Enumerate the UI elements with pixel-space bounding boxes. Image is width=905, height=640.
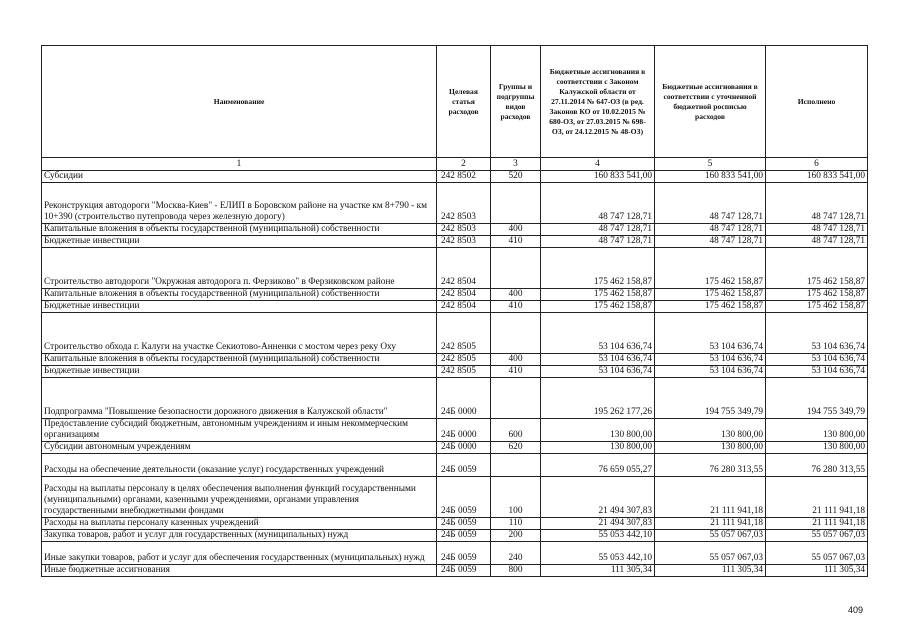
table-row	[42, 419, 868, 442]
cell-law: 130 800,00	[541, 442, 655, 454]
cell-executed: 53 104 636,74	[766, 354, 868, 366]
cell-executed: 55 057 067,03	[766, 530, 868, 542]
table-row	[42, 289, 868, 301]
cell-code: 242 8505	[437, 313, 491, 354]
cell-group: 240	[491, 542, 541, 565]
table-row	[42, 183, 868, 224]
cell-code: 24Б 0059	[437, 542, 491, 565]
cell-name: Реконструкция автодороги "Москва-Киев" - ЕЛИП в Боровском районе на участке км 8+790 - км 10+390 (строительство путепровода через железную дорогу)	[42, 183, 437, 224]
cell-group: 100	[491, 477, 541, 518]
cell-executed: 53 104 636,74	[766, 366, 868, 378]
cell-executed: 130 800,00	[766, 419, 868, 442]
cell-executed: 160 833 541,00	[766, 171, 868, 183]
cell-executed: 53 104 636,74	[766, 313, 868, 354]
header-refined: Бюджетные ассигнования в соответствии с уточненной бюджетной росписью расходов	[655, 46, 766, 158]
cell-group	[491, 378, 541, 419]
cell-executed: 21 111 941,18	[766, 518, 868, 530]
cell-law: 53 104 636,74	[541, 366, 655, 378]
table-row	[42, 477, 868, 518]
cell-code: 242 8504	[437, 289, 491, 301]
cell-group: 410	[491, 236, 541, 248]
table-row	[42, 236, 868, 248]
cell-code: 24Б 0059	[437, 454, 491, 477]
cell-group: 800	[491, 565, 541, 577]
header-executed: Исполнено	[766, 46, 868, 158]
table-row	[42, 171, 868, 183]
cell-group: 600	[491, 419, 541, 442]
cell-refined: 130 800,00	[655, 419, 766, 442]
cell-executed: 48 747 128,71	[766, 183, 868, 224]
budget-table	[41, 45, 868, 577]
cell-refined: 21 111 941,18	[655, 477, 766, 518]
cell-refined: 175 462 158,87	[655, 301, 766, 313]
cell-refined: 76 280 313,55	[655, 454, 766, 477]
table-row	[42, 542, 868, 565]
cell-refined: 48 747 128,71	[655, 236, 766, 248]
table-row	[42, 518, 868, 530]
cell-group	[491, 248, 541, 289]
header-row	[42, 46, 868, 158]
cell-refined: 194 755 349,79	[655, 378, 766, 419]
table-row	[42, 248, 868, 289]
cell-name: Иные закупки товаров, работ и услуг для обеспечения государственных (муниципальных) нужд	[42, 542, 437, 565]
cell-code: 24Б 0059	[437, 565, 491, 577]
cell-code: 242 8505	[437, 366, 491, 378]
table-row	[42, 454, 868, 477]
cell-law: 48 747 128,71	[541, 224, 655, 236]
cell-law: 53 104 636,74	[541, 354, 655, 366]
cell-refined: 21 111 941,18	[655, 518, 766, 530]
cell-law: 21 494 307,83	[541, 518, 655, 530]
cell-law: 55 053 442,10	[541, 542, 655, 565]
cell-name: Расходы на выплаты персоналу в целях обеспечения выполнения функций государственными (муниципальными) органами, казенными учреждениями, органами управления государственными внебюджетными фондами	[42, 477, 437, 518]
cell-group	[491, 183, 541, 224]
table-row	[42, 313, 868, 354]
cell-group: 200	[491, 530, 541, 542]
cell-code: 24Б 0000	[437, 419, 491, 442]
cell-group: 400	[491, 354, 541, 366]
column-number: 6	[766, 158, 868, 171]
cell-law: 175 462 158,87	[541, 289, 655, 301]
cell-group: 410	[491, 301, 541, 313]
cell-code: 242 8504	[437, 301, 491, 313]
cell-executed: 175 462 158,87	[766, 289, 868, 301]
cell-name: Бюджетные инвестиции	[42, 236, 437, 248]
table-row	[42, 354, 868, 366]
cell-name: Расходы на выплаты персоналу казенных учреждений	[42, 518, 437, 530]
cell-executed: 111 305,34	[766, 565, 868, 577]
cell-refined: 111 305,34	[655, 565, 766, 577]
cell-executed: 194 755 349,79	[766, 378, 868, 419]
header-groups: Группы и подгруппы видов расходов	[491, 46, 541, 158]
table-row	[42, 530, 868, 542]
cell-law: 175 462 158,87	[541, 248, 655, 289]
header-law: Бюджетные ассигнования в соответствии с Законом Калужской области от 27.11.2014 № 647-ОЗ (в ред. Законов КО от 10.02.2015 № 680-ОЗ, от 27.03.2015 № 698-ОЗ, от 24.12.2015 № 48-ОЗ)	[541, 46, 655, 158]
cell-executed: 175 462 158,87	[766, 248, 868, 289]
cell-refined: 175 462 158,87	[655, 248, 766, 289]
cell-group: 400	[491, 224, 541, 236]
cell-name: Бюджетные инвестиции	[42, 301, 437, 313]
cell-executed: 130 800,00	[766, 442, 868, 454]
cell-code: 242 8505	[437, 354, 491, 366]
cell-group	[491, 313, 541, 354]
cell-code: 24Б 0000	[437, 442, 491, 454]
cell-code: 24Б 0000	[437, 378, 491, 419]
column-number: 2	[437, 158, 491, 171]
cell-name: Субсидии автономным учреждениям	[42, 442, 437, 454]
cell-name: Строительство обхода г. Калуги на участке Секиотово-Анненки с мостом через реку Оху	[42, 313, 437, 354]
cell-law: 195 262 177,26	[541, 378, 655, 419]
cell-law: 175 462 158,87	[541, 301, 655, 313]
cell-refined: 53 104 636,74	[655, 354, 766, 366]
cell-group: 410	[491, 366, 541, 378]
cell-executed: 21 111 941,18	[766, 477, 868, 518]
column-number: 1	[42, 158, 437, 171]
table-row	[42, 224, 868, 236]
cell-refined: 48 747 128,71	[655, 183, 766, 224]
column-number: 4	[541, 158, 655, 171]
cell-refined: 130 800,00	[655, 442, 766, 454]
cell-refined: 55 057 067,03	[655, 542, 766, 565]
cell-name: Предоставление субсидий бюджетным, автономным учреждениям и иным некоммерческим организациям	[42, 419, 437, 442]
header-target: Целевая статья расходов	[437, 46, 491, 158]
cell-code: 242 8503	[437, 224, 491, 236]
cell-law: 21 494 307,83	[541, 477, 655, 518]
cell-code: 242 8502	[437, 171, 491, 183]
cell-name: Капитальные вложения в объекты государственной (муниципальной) собственности	[42, 354, 437, 366]
cell-law: 48 747 128,71	[541, 236, 655, 248]
cell-name: Капитальные вложения в объекты государственной (муниципальной) собственности	[42, 224, 437, 236]
cell-executed: 175 462 158,87	[766, 301, 868, 313]
column-number-row	[42, 158, 868, 171]
cell-refined: 53 104 636,74	[655, 313, 766, 354]
cell-code: 24Б 0059	[437, 530, 491, 542]
cell-law: 76 659 055,27	[541, 454, 655, 477]
table-row	[42, 301, 868, 313]
cell-refined: 53 104 636,74	[655, 366, 766, 378]
cell-name: Расходы на обеспечение деятельности (оказание услуг) государственных учреждений	[42, 454, 437, 477]
cell-group	[491, 454, 541, 477]
cell-group: 400	[491, 289, 541, 301]
cell-name: Строительство автодороги "Окружная автодорога п. Ферзиково" в Ферзиковском районе	[42, 248, 437, 289]
cell-law: 111 305,34	[541, 565, 655, 577]
cell-name: Субсидии	[42, 171, 437, 183]
table-row	[42, 442, 868, 454]
cell-refined: 175 462 158,87	[655, 289, 766, 301]
cell-code: 242 8503	[437, 236, 491, 248]
cell-law: 53 104 636,74	[541, 313, 655, 354]
cell-law: 48 747 128,71	[541, 183, 655, 224]
table-row	[42, 366, 868, 378]
cell-executed: 55 057 067,03	[766, 542, 868, 565]
cell-name: Подпрограмма "Повышение безопасности дорожного движения в Калужской области"	[42, 378, 437, 419]
cell-code: 24Б 0059	[437, 477, 491, 518]
cell-law: 160 833 541,00	[541, 171, 655, 183]
table-row	[42, 565, 868, 577]
cell-executed: 76 280 313,55	[766, 454, 868, 477]
column-number: 5	[655, 158, 766, 171]
budget-table-sheet	[41, 45, 867, 577]
cell-name: Капитальные вложения в объекты государственной (муниципальной) собственности	[42, 289, 437, 301]
cell-name: Закупка товаров, работ и услуг для государственных (муниципальных) нужд	[42, 530, 437, 542]
cell-code: 242 8503	[437, 183, 491, 224]
header-name: Наименование	[42, 46, 437, 158]
column-number: 3	[491, 158, 541, 171]
cell-group: 620	[491, 442, 541, 454]
cell-refined: 55 057 067,03	[655, 530, 766, 542]
page-number: 409	[848, 605, 864, 615]
table-row	[42, 378, 868, 419]
cell-refined: 48 747 128,71	[655, 224, 766, 236]
cell-law: 130 800,00	[541, 419, 655, 442]
cell-name: Бюджетные инвестиции	[42, 366, 437, 378]
cell-name: Иные бюджетные ассигнования	[42, 565, 437, 577]
cell-code: 242 8504	[437, 248, 491, 289]
cell-code: 24Б 0059	[437, 518, 491, 530]
cell-executed: 48 747 128,71	[766, 224, 868, 236]
cell-group: 520	[491, 171, 541, 183]
cell-law: 55 053 442,10	[541, 530, 655, 542]
cell-refined: 160 833 541,00	[655, 171, 766, 183]
cell-executed: 48 747 128,71	[766, 236, 868, 248]
cell-group: 110	[491, 518, 541, 530]
